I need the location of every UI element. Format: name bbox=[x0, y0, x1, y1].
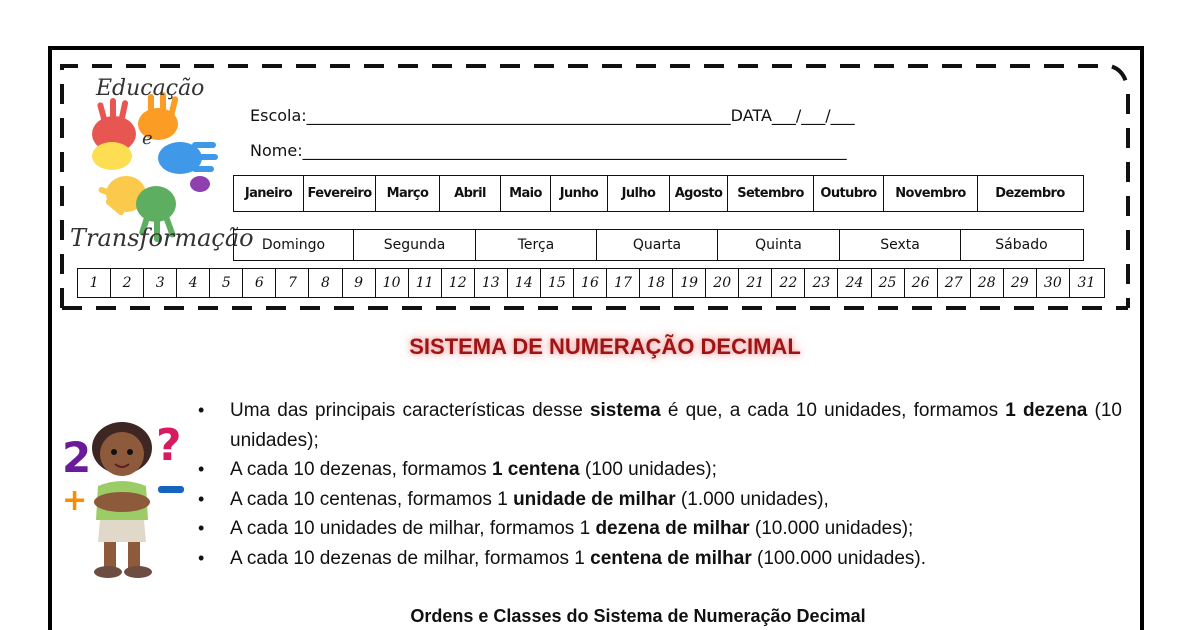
bullet-item bbox=[192, 396, 1122, 455]
day-cell: 23 bbox=[805, 269, 838, 297]
girl-thinking-illustration bbox=[60, 410, 190, 580]
bold-term: unidade de milhar bbox=[513, 488, 676, 510]
bullet-text: A cada 10 dezenas, formamos bbox=[230, 459, 492, 480]
logo-top-text: Educação bbox=[96, 76, 205, 101]
month-cell: Agosto bbox=[670, 176, 728, 211]
minus-icon bbox=[158, 486, 184, 493]
school-date-field[interactable]: Escola:_____________________________________________________DATA___/___/___ bbox=[250, 106, 855, 125]
bold-term: centena de milhar bbox=[590, 547, 752, 569]
question-mark-icon: ? bbox=[156, 420, 182, 471]
month-cell: Junho bbox=[551, 176, 608, 211]
month-cell: Fevereiro bbox=[304, 176, 376, 211]
month-cell: Julho bbox=[608, 176, 670, 211]
bullet-text: (100.000 unidades). bbox=[751, 547, 927, 569]
days-row bbox=[77, 268, 1105, 298]
day-cell: 7 bbox=[276, 269, 309, 297]
logo-middle-text: e bbox=[142, 128, 153, 149]
bullet-text: (1.000 unidades), bbox=[675, 488, 829, 510]
bullet-item bbox=[192, 485, 1122, 515]
day-cell: 26 bbox=[905, 269, 938, 297]
educacao-transformacao-logo bbox=[70, 72, 254, 262]
day-cell: 13 bbox=[475, 269, 508, 297]
number-2-icon: 2 bbox=[62, 433, 92, 482]
bullet-text: é que, a cada 10 unidades, formamos bbox=[660, 400, 1006, 421]
day-cell: 9 bbox=[343, 269, 376, 297]
bullet-item bbox=[192, 544, 1122, 574]
weekday-cell: Quarta bbox=[597, 230, 718, 260]
day-cell: 25 bbox=[872, 269, 905, 297]
month-cell: Janeiro bbox=[234, 176, 304, 211]
month-cell: Outubro bbox=[814, 176, 884, 211]
day-cell: 20 bbox=[706, 269, 739, 297]
month-cell: Maio bbox=[501, 176, 551, 211]
bullet-list bbox=[192, 396, 1122, 573]
day-cell: 8 bbox=[309, 269, 342, 297]
months-row bbox=[233, 175, 1084, 212]
bullet-item bbox=[192, 514, 1122, 544]
weekday-cell: Sábado bbox=[995, 237, 1048, 253]
month-cell: Abril bbox=[440, 176, 501, 211]
day-cell: 16 bbox=[574, 269, 607, 297]
day-cell: 21 bbox=[739, 269, 772, 297]
day-cell: 19 bbox=[673, 269, 706, 297]
day-cell: 15 bbox=[541, 269, 574, 297]
day-cell: 27 bbox=[938, 269, 971, 297]
weekdays-row bbox=[233, 229, 1084, 261]
day-cell: 31 bbox=[1077, 275, 1096, 291]
month-cell: Setembro bbox=[728, 176, 814, 211]
day-cell: 14 bbox=[508, 269, 541, 297]
weekday-cell: Sexta bbox=[840, 230, 961, 260]
bold-term: 1 dezena bbox=[1005, 400, 1088, 421]
day-cell: 1 bbox=[78, 269, 111, 297]
day-cell: 18 bbox=[640, 269, 673, 297]
day-cell: 17 bbox=[607, 269, 640, 297]
bold-term: sistema bbox=[589, 400, 661, 421]
bullet-item bbox=[192, 455, 1122, 485]
bullet-text: A cada 10 dezenas de milhar, formamos 1 bbox=[230, 547, 591, 569]
bullet-text: (10.000 unidades); bbox=[749, 518, 914, 539]
day-cell: 6 bbox=[243, 269, 276, 297]
bullet-text: A cada 10 centenas, formamos 1 bbox=[230, 488, 514, 510]
day-cell: 12 bbox=[442, 269, 475, 297]
day-cell: 3 bbox=[144, 269, 177, 297]
page-title: SISTEMA DE NUMERAÇÃO DECIMAL bbox=[409, 334, 801, 359]
day-cell: 4 bbox=[177, 269, 210, 297]
plus-icon: + bbox=[62, 483, 88, 518]
section-subtitle: Ordens e Classes do Sistema de Numeração Decimal bbox=[410, 606, 866, 626]
month-cell: Dezembro bbox=[995, 186, 1065, 201]
day-cell: 29 bbox=[1004, 269, 1037, 297]
day-cell: 11 bbox=[409, 269, 442, 297]
bullet-text: (10 unidades); bbox=[230, 400, 1122, 451]
name-field[interactable]: Nome:____________________________________________________________________ bbox=[250, 141, 847, 160]
day-cell: 22 bbox=[772, 269, 805, 297]
month-cell: Novembro bbox=[884, 176, 978, 211]
weekday-cell: Domingo bbox=[234, 230, 354, 260]
day-cell: 28 bbox=[971, 269, 1004, 297]
bold-term: dezena de milhar bbox=[595, 518, 750, 539]
weekday-cell: Segunda bbox=[354, 230, 476, 260]
day-cell: 24 bbox=[838, 269, 871, 297]
month-cell: Março bbox=[376, 176, 440, 211]
weekday-cell: Terça bbox=[476, 230, 597, 260]
day-cell: 5 bbox=[210, 269, 243, 297]
bold-term: 1 centena bbox=[491, 459, 580, 480]
logo-bottom-text: Transformação bbox=[70, 224, 254, 252]
bullet-text: A cada 10 unidades de milhar, formamos 1 bbox=[230, 518, 596, 539]
weekday-cell: Quinta bbox=[718, 230, 840, 260]
bullet-text: (100 unidades); bbox=[579, 459, 717, 480]
day-cell: 30 bbox=[1037, 269, 1070, 297]
day-cell: 10 bbox=[376, 269, 409, 297]
bullet-text: Uma das principais características desse bbox=[230, 400, 590, 421]
day-cell: 2 bbox=[111, 269, 144, 297]
